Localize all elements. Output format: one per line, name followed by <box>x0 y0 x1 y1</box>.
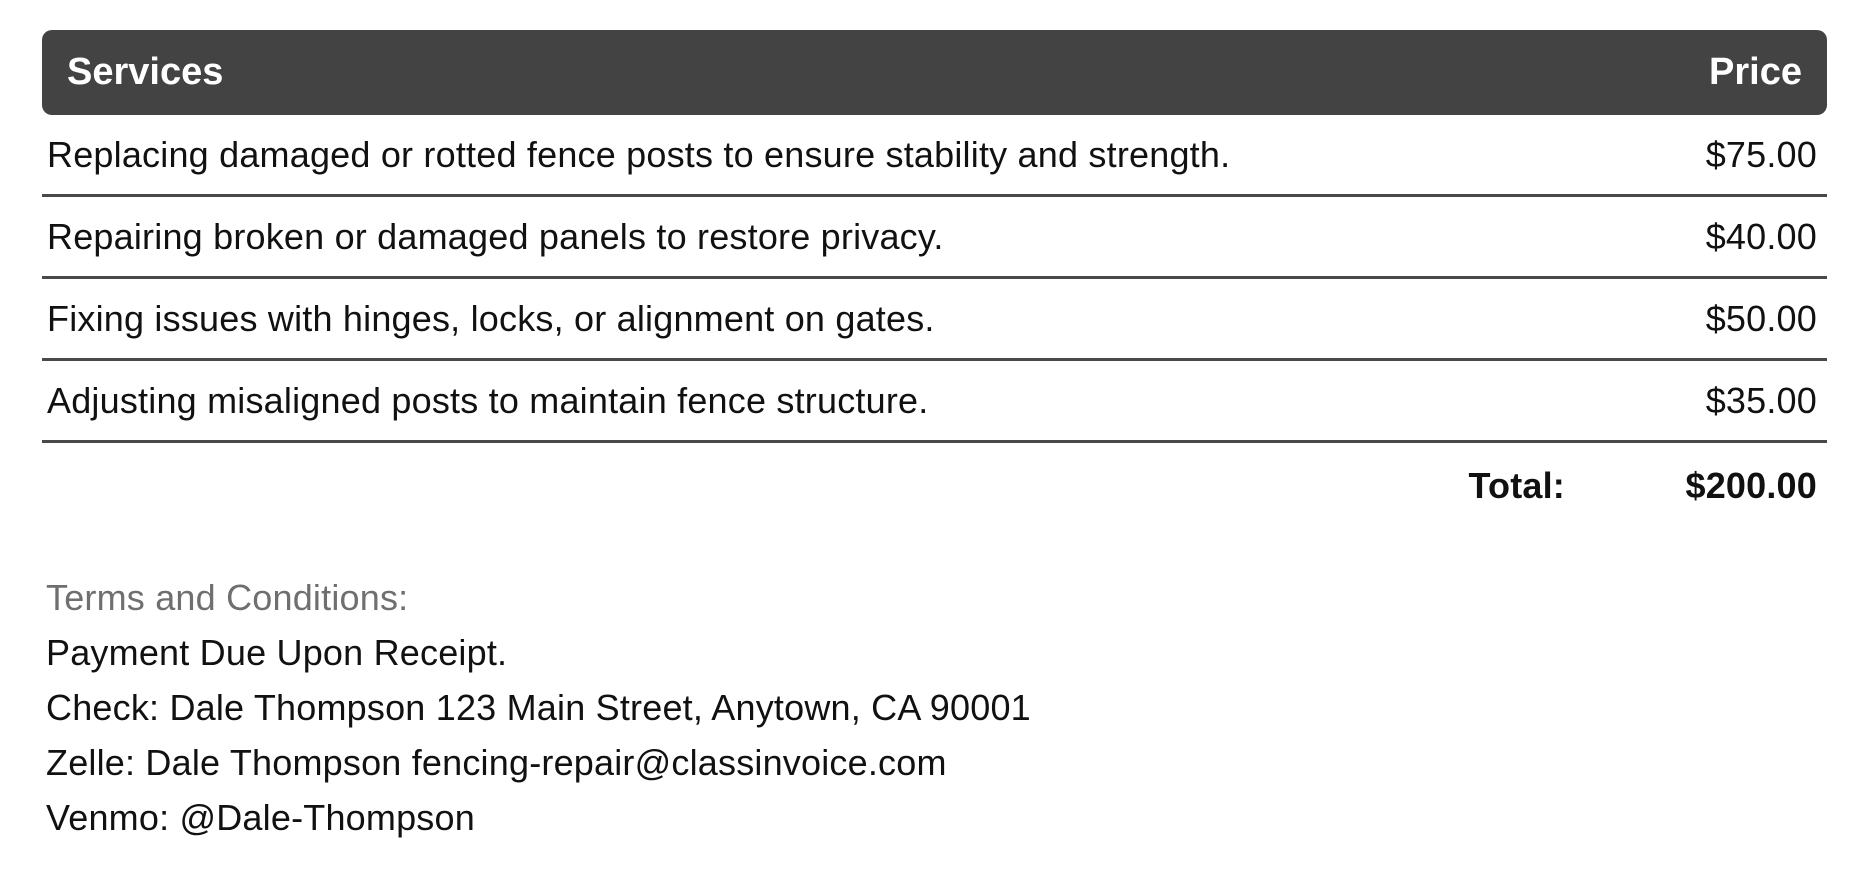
table-header <box>42 30 1827 115</box>
terms-line-venmo: Venmo: @Dale-Thompson <box>46 797 475 838</box>
table-body <box>42 115 1827 528</box>
terms-title: Terms and Conditions: <box>46 577 409 618</box>
services-column-header: Services <box>42 30 1577 115</box>
terms-line-zelle: Zelle: Dale Thompson fencing-repair@classinvoice.com <box>46 742 947 783</box>
total-label: Total: <box>1468 464 1565 506</box>
table-header-row <box>42 30 1827 115</box>
table-row <box>42 279 1827 361</box>
service-description: Adjusting misaligned posts to maintain fence structure. <box>42 361 1577 443</box>
service-price: $40.00 <box>1577 197 1827 279</box>
service-description: Repairing broken or damaged panels to restore privacy. <box>42 197 1577 279</box>
service-price: $35.00 <box>1577 361 1827 443</box>
total-row <box>42 443 1827 528</box>
service-price: $50.00 <box>1577 279 1827 361</box>
table-row <box>42 115 1827 197</box>
table-row <box>42 361 1827 443</box>
terms-section <box>46 570 1827 845</box>
services-price-table <box>42 30 1827 528</box>
table-row <box>42 197 1827 279</box>
terms-line-payment-due: Payment Due Upon Receipt. <box>46 632 508 673</box>
total-value: $200.00 <box>1685 464 1817 506</box>
service-description: Fixing issues with hinges, locks, or alignment on gates. <box>42 279 1577 361</box>
service-description: Replacing damaged or rotted fence posts to ensure stability and strength. <box>42 115 1577 197</box>
terms-line-check: Check: Dale Thompson 123 Main Street, Anytown, CA 90001 <box>46 687 1031 728</box>
price-column-header: Price <box>1577 30 1827 115</box>
service-price: $75.00 <box>1577 115 1827 197</box>
